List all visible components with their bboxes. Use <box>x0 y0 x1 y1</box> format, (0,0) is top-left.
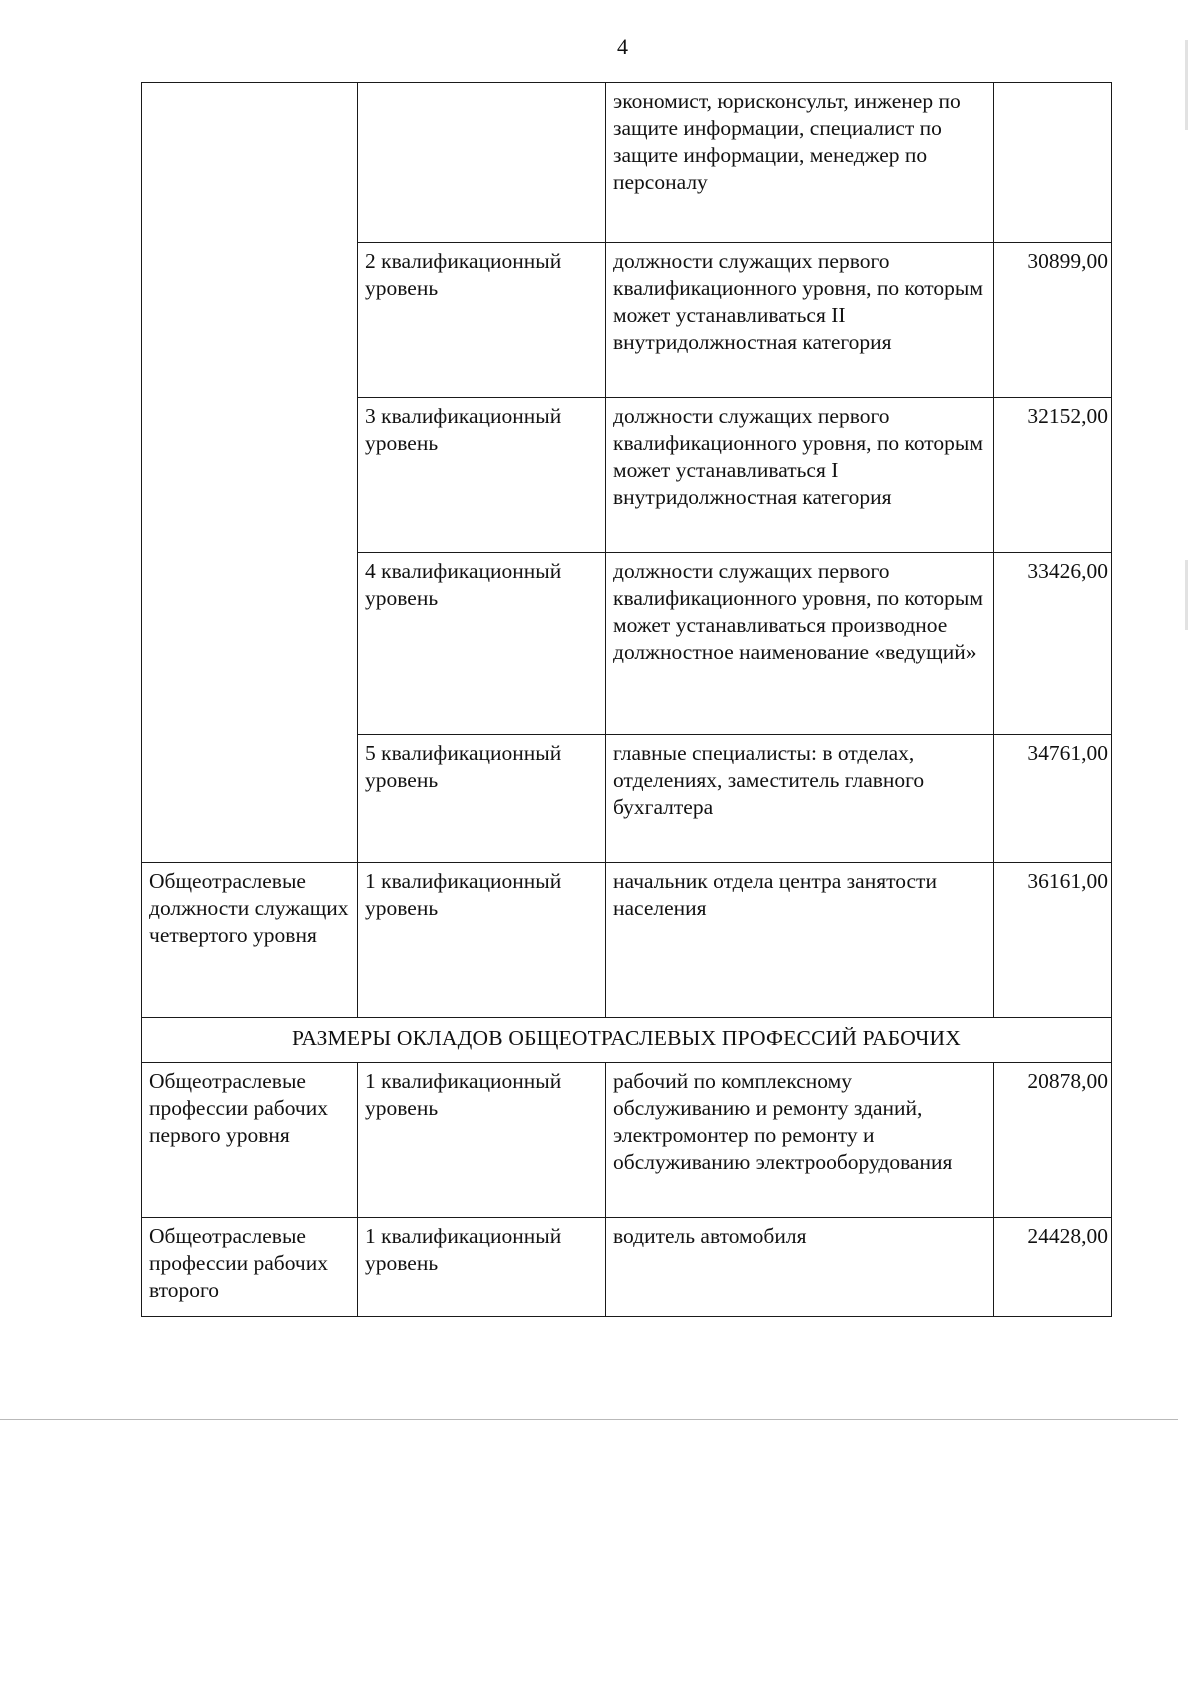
section-heading: РАЗМЕРЫ ОКЛАДОВ ОБЩЕОТРАСЛЕВЫХ ПРОФЕССИЙ РАБОЧИХ <box>142 1018 1112 1063</box>
positions-cell: начальник отдела центра занятости населения <box>606 863 994 1018</box>
section-heading-row <box>142 1018 1112 1063</box>
table-row <box>142 1218 1112 1317</box>
positions-cell: рабочий по комплексному обслуживанию и ремонту зданий, электромонтер по ремонту и обслуживанию электрооборудования <box>606 1063 994 1218</box>
group-cell: Общеотраслевые профессии рабочих второго <box>142 1218 358 1317</box>
table-row <box>142 83 1112 243</box>
positions-cell: должности служащих первого квалификационного уровня, по которым может устанавливаться II внутридолжностная категория <box>606 243 994 398</box>
level-cell: 3 квалификационный уровень <box>358 398 606 553</box>
group-cell-empty <box>142 83 358 863</box>
level-cell: 1 квалификационный уровень <box>358 1218 606 1317</box>
table-row <box>142 863 1112 1018</box>
level-cell-empty <box>358 83 606 243</box>
table-row <box>142 1063 1112 1218</box>
positions-cell: должности служащих первого квалификационного уровня, по которым может устанавливаться I внутридолжностная категория <box>606 398 994 553</box>
positions-cell: водитель автомобиля <box>606 1218 994 1317</box>
scan-edge-speck <box>1185 560 1188 630</box>
positions-cell: экономист, юрисконсульт, инженер по защите информации, специалист по защите информации, менеджер по персоналу <box>606 83 994 243</box>
salary-cell: 30899,00 <box>994 243 1112 398</box>
positions-cell: должности служащих первого квалификационного уровня, по которым может устанавливаться производное должностное наименование «ведущий» <box>606 553 994 735</box>
salary-cell: 24428,00 <box>994 1218 1112 1317</box>
group-cell: Общеотраслевые должности служащих четвертого уровня <box>142 863 358 1018</box>
scan-edge-speck <box>1185 40 1188 130</box>
salary-cell: 34761,00 <box>994 735 1112 863</box>
salary-cell: 36161,00 <box>994 863 1112 1018</box>
level-cell: 1 квалификационный уровень <box>358 863 606 1018</box>
page-number: 4 <box>617 34 628 59</box>
salary-cell-empty <box>994 83 1112 243</box>
positions-cell: главные специалисты: в отделах, отделениях, заместитель главного бухгалтера <box>606 735 994 863</box>
salary-cell: 33426,00 <box>994 553 1112 735</box>
salary-cell: 32152,00 <box>994 398 1112 553</box>
level-cell: 5 квалификационный уровень <box>358 735 606 863</box>
level-cell: 2 квалификационный уровень <box>358 243 606 398</box>
group-cell: Общеотраслевые профессии рабочих первого уровня <box>142 1063 358 1218</box>
salary-cell: 20878,00 <box>994 1063 1112 1218</box>
level-cell: 4 квалификационный уровень <box>358 553 606 735</box>
level-cell: 1 квалификационный уровень <box>358 1063 606 1218</box>
scan-bottom-rule <box>0 1419 1178 1420</box>
salary-table <box>141 82 1112 1317</box>
